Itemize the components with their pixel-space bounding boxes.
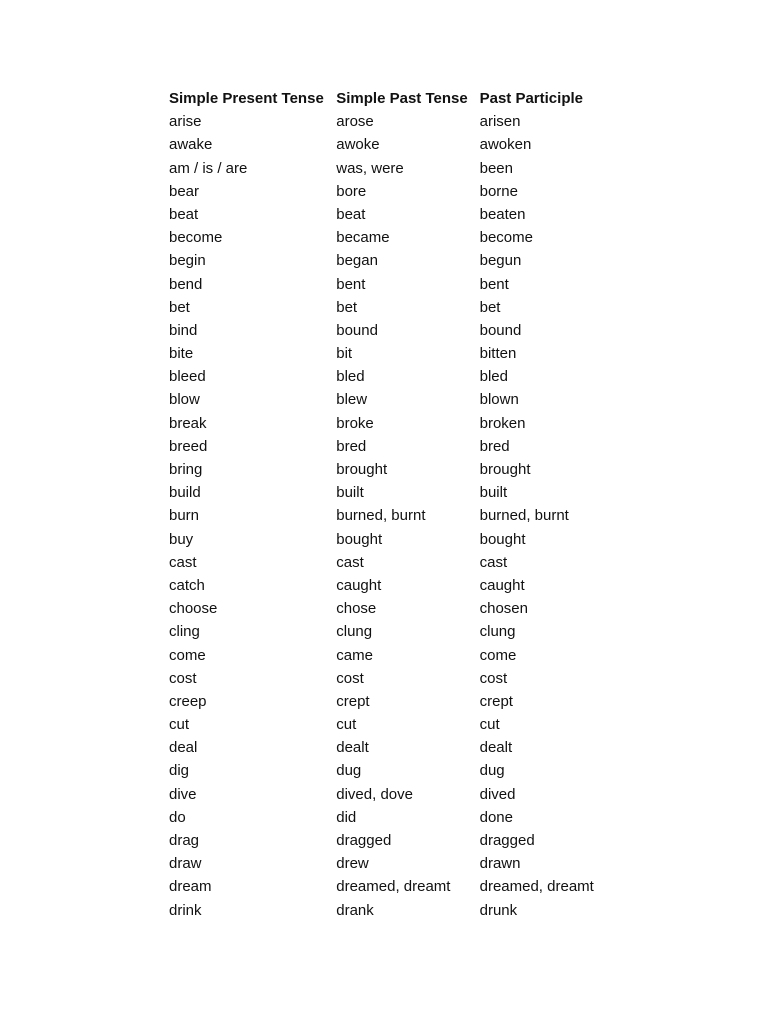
cell-simple-past: dreamed, dreamt <box>336 878 451 896</box>
cell-simple-present: begin <box>169 252 206 270</box>
table-row <box>169 528 619 551</box>
cell-past-participle: bent <box>479 275 509 293</box>
cell-simple-past: beat <box>336 205 366 223</box>
table-row <box>169 180 619 203</box>
cell-past-participle: broken <box>479 414 526 432</box>
cell-past-participle: bled <box>479 368 508 386</box>
cell-simple-past: chose <box>336 600 377 618</box>
cell-past-participle: come <box>479 646 517 664</box>
table-row <box>169 783 619 806</box>
cell-past-participle: begun <box>479 252 522 270</box>
cell-simple-past: dug <box>336 762 362 780</box>
cell-simple-past: arose <box>336 113 374 131</box>
table-row <box>169 296 619 319</box>
cell-simple-present: bleed <box>169 368 206 386</box>
table-row <box>169 690 619 713</box>
cell-past-participle: built <box>479 484 508 502</box>
table-row <box>169 203 619 226</box>
table-row <box>169 713 619 736</box>
cell-simple-present: beat <box>169 205 199 223</box>
table-row <box>169 551 619 574</box>
cell-past-participle: bound <box>479 321 522 339</box>
table-row <box>169 644 619 667</box>
cell-simple-present: build <box>169 484 201 502</box>
cell-simple-present: breed <box>169 437 208 455</box>
cell-simple-present: bring <box>169 461 203 478</box>
cell-simple-past: dived, dove <box>336 785 413 803</box>
header-past-participle: Past Participle <box>479 90 583 107</box>
cell-simple-past: came <box>336 646 373 664</box>
cell-simple-present: drink <box>169 901 202 919</box>
cell-past-participle: bred <box>479 437 510 455</box>
table-row <box>169 319 619 342</box>
cell-simple-past: brought <box>336 461 388 478</box>
cell-past-participle: dug <box>479 762 505 780</box>
table-row <box>169 157 619 180</box>
table-row <box>169 574 619 597</box>
cell-simple-past: crept <box>336 692 370 710</box>
cell-past-participle: cast <box>479 553 508 571</box>
cell-past-participle: beaten <box>479 205 526 223</box>
cell-past-participle: caught <box>479 576 525 594</box>
cell-simple-present: dig <box>169 762 190 780</box>
table-row <box>169 342 619 365</box>
cell-simple-present: bet <box>169 298 190 316</box>
cell-simple-past: was, were <box>336 159 404 177</box>
cell-past-participle: bet <box>479 298 501 316</box>
table-row <box>169 667 619 690</box>
cell-simple-present: cost <box>169 669 197 687</box>
cell-simple-past: caught <box>336 576 382 594</box>
table-row <box>169 273 619 296</box>
cell-simple-present: bend <box>169 275 203 293</box>
cell-simple-past: blew <box>336 391 368 409</box>
cell-simple-present: arise <box>169 113 202 131</box>
cell-simple-past: clung <box>336 623 373 641</box>
cell-simple-present: become <box>169 229 223 247</box>
cell-simple-present: blow <box>169 391 200 409</box>
cell-past-participle: dreamed, dreamt <box>479 878 594 896</box>
cell-past-participle: dived <box>479 785 516 803</box>
table-row <box>169 435 619 458</box>
cell-simple-past: bet <box>336 298 358 316</box>
cell-simple-past: did <box>336 808 357 826</box>
cell-simple-past: awoke <box>336 136 380 154</box>
table-row <box>169 504 619 527</box>
cell-simple-past: burned, burnt <box>336 507 426 525</box>
cell-simple-present: buy <box>169 530 194 548</box>
irregular-verbs-table <box>169 87 619 922</box>
table-row <box>169 458 619 481</box>
table-row <box>169 365 619 388</box>
cell-simple-present: come <box>169 646 206 664</box>
table-row <box>169 133 619 156</box>
cell-simple-past: bound <box>336 321 378 339</box>
cell-past-participle: arisen <box>479 113 521 131</box>
cell-simple-present: bite <box>169 345 194 363</box>
cell-past-participle: dragged <box>479 832 535 849</box>
cell-simple-present: catch <box>169 576 205 594</box>
cell-simple-present: am / is / are <box>169 159 248 177</box>
cell-simple-present: cling <box>169 623 200 641</box>
table-row <box>169 481 619 504</box>
table-body <box>169 110 619 922</box>
cell-past-participle: drawn <box>479 855 521 873</box>
cell-simple-present: drag <box>169 832 200 849</box>
cell-simple-present: cut <box>169 716 190 734</box>
table-row <box>169 736 619 759</box>
cell-simple-past: cast <box>336 553 364 571</box>
cell-simple-past: bent <box>336 275 366 293</box>
cell-past-participle: brought <box>479 461 531 478</box>
cell-simple-past: built <box>336 484 364 502</box>
cell-past-participle: awoken <box>479 136 532 154</box>
table-row <box>169 759 619 782</box>
cell-simple-past: dealt <box>336 739 369 757</box>
cell-simple-past: bled <box>336 368 365 386</box>
table-header-row <box>169 87 619 110</box>
cell-simple-present: dream <box>169 878 212 896</box>
cell-simple-present: do <box>169 808 186 826</box>
cell-past-participle: blown <box>479 391 519 409</box>
cell-simple-present: break <box>169 414 207 432</box>
cell-simple-past: bit <box>336 345 353 363</box>
cell-simple-past: broke <box>336 414 374 432</box>
cell-past-participle: bitten <box>479 345 517 363</box>
cell-past-participle: bought <box>479 530 526 548</box>
cell-simple-present: draw <box>169 855 202 873</box>
table-row <box>169 249 619 272</box>
cell-simple-past: began <box>336 252 378 270</box>
cell-past-participle: clung <box>479 623 516 641</box>
cell-past-participle: crept <box>479 692 513 710</box>
table-row <box>169 412 619 435</box>
cell-simple-past: cost <box>336 669 364 687</box>
cell-past-participle: cost <box>479 669 508 687</box>
cell-simple-present: deal <box>169 739 198 757</box>
cell-simple-past: bred <box>336 437 367 455</box>
cell-simple-past: became <box>336 229 390 247</box>
cell-simple-past: drew <box>336 855 369 873</box>
cell-simple-present: choose <box>169 600 218 618</box>
cell-simple-present: burn <box>169 507 200 525</box>
cell-simple-present: awake <box>169 136 213 154</box>
cell-past-participle: been <box>479 159 513 177</box>
table-row <box>169 899 619 922</box>
cell-past-participle: chosen <box>479 600 528 618</box>
table-row <box>169 388 619 411</box>
cell-simple-past: bore <box>336 182 367 200</box>
cell-past-participle: become <box>479 229 533 247</box>
table-row <box>169 829 619 852</box>
cell-past-participle: cut <box>479 716 500 734</box>
table-row <box>169 806 619 829</box>
table-row <box>169 597 619 620</box>
cell-past-participle: drunk <box>479 901 518 919</box>
cell-past-participle: dealt <box>479 739 513 757</box>
table-row <box>169 110 619 133</box>
cell-simple-present: dive <box>169 785 197 803</box>
header-simple-present: Simple Present Tense <box>169 90 324 107</box>
cell-simple-past: bought <box>336 530 383 548</box>
cell-simple-past: dragged <box>336 832 392 849</box>
table-row <box>169 226 619 249</box>
cell-simple-present: cast <box>169 553 197 571</box>
cell-simple-past: drank <box>336 901 374 919</box>
cell-past-participle: done <box>479 808 513 826</box>
header-simple-past: Simple Past Tense <box>336 90 468 107</box>
cell-past-participle: burned, burnt <box>479 507 569 525</box>
table-row <box>169 620 619 643</box>
table-row <box>169 875 619 898</box>
cell-simple-present: bear <box>169 182 200 200</box>
table-row <box>169 852 619 875</box>
cell-simple-past: cut <box>336 716 357 734</box>
cell-past-participle: borne <box>479 182 518 200</box>
cell-simple-present: creep <box>169 692 207 710</box>
cell-simple-present: bind <box>169 321 198 339</box>
